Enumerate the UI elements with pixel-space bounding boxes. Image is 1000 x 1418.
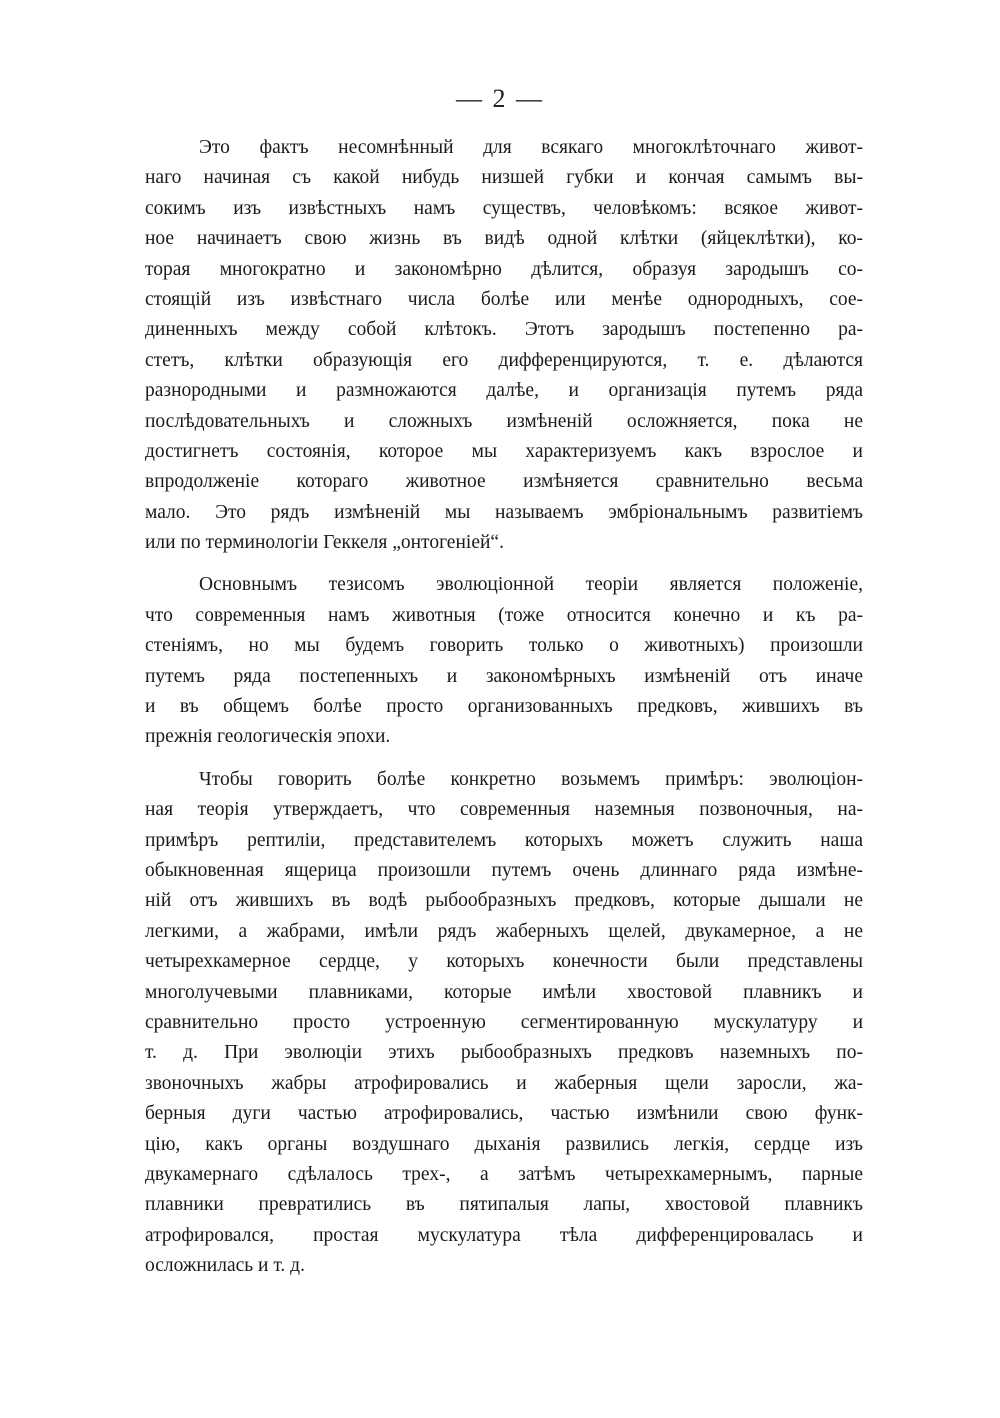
text-line: берныя дуги частью атрофировались, частью измѣнили свою функ-: [145, 1103, 863, 1125]
text-line: торая многократно и закономѣрно дѣлится, образуя зародышъ со-: [145, 258, 863, 280]
text-line: прежнія геологическія эпохи.: [145, 726, 391, 748]
text-line: двукамернаго сдѣлалось трех-, а затѣмъ четырехкамернымъ, парные: [145, 1163, 863, 1185]
text-line: сокимъ изъ извѣстныхъ намъ существъ, человѣкомъ: всякое живот-: [145, 197, 863, 219]
text-line: обыкновенная ящерица произошли путемъ очень длиннаго ряда измѣне-: [145, 859, 863, 881]
text-line: плавники превратились въ пятипалыя лапы, хвостовой плавникъ: [145, 1194, 863, 1216]
text-line: мало. Это рядъ измѣненій мы называемъ эмбріональнымъ развитіемъ: [145, 501, 863, 523]
text-line: Это фактъ несомнѣнный для всякаго многоклѣточнаго живот-: [199, 137, 863, 158]
text-line: атрофировался, простая мускулатура тѣла дифференцировалась и: [145, 1224, 863, 1246]
text-line: впродолженіе котораго животное измѣняется сравнительно весьма: [145, 471, 863, 493]
body-text: [145, 133, 863, 1281]
text-line: звоночныхъ жабры атрофировались и жаберныя щели заросли, жа-: [145, 1072, 863, 1094]
text-line: цію, какъ органы воздушнаго дыханія развились легкія, сердце изъ: [145, 1133, 863, 1155]
text-line: Основнымъ тезисомъ эволюціонной теоріи является положеніе,: [199, 574, 863, 596]
text-line: Чтобы говорить болѣе конкретно возьмемъ примѣръ: эволюціон-: [199, 768, 863, 790]
text-line: путемъ ряда постепенныхъ и закономѣрныхъ измѣненій отъ иначе: [145, 665, 863, 687]
text-line: ная теорія утверждаетъ, что современныя наземныя позвоночныя, на-: [145, 799, 863, 821]
text-line: многолучевыми плавниками, которые имѣли хвостовой плавникъ и: [145, 981, 863, 1003]
text-line: или по терминологіи Геккеля „онтогеніей“.: [145, 532, 504, 554]
text-line: примѣръ рептиліи, представителемъ которыхъ можетъ служить наша: [145, 829, 863, 851]
text-line: наго начиная съ какой нибудь низшей губки и кончая самымъ вы-: [145, 167, 863, 189]
text-line: стоящій изъ извѣстнаго числа болѣе или менѣе однородныхъ, сое-: [145, 288, 863, 310]
text-line: осложнилась и т. д.: [145, 1255, 305, 1277]
text-line: т. д. При эволюціи этихъ рыбообразныхъ предковъ наземныхъ по-: [145, 1042, 863, 1064]
text-line: разнородными и размножаются далѣе, и организація путемъ ряда: [145, 380, 863, 402]
text-line: сравнительно просто устроенную сегментированную мускулатуру и: [145, 1011, 863, 1033]
text-line: стетъ, клѣтки образующія его дифференцируются, т. е. дѣлаются: [145, 349, 863, 371]
text-line: достигнетъ состоянія, которое мы характеризуемъ какъ взрослое и: [145, 440, 863, 462]
text-line: ное начинаетъ свою жизнь въ видѣ одной клѣтки (яйцеклѣтки), ко-: [145, 228, 863, 250]
text-line: и въ общемъ болѣе просто организованныхъ предковъ, жившихъ въ: [145, 696, 863, 718]
text-line: легкими, а жабрами, имѣли рядъ жаберныхъ щелей, двукамерное, а не: [145, 920, 863, 942]
text-line: что современныя намъ животныя (тоже относится конечно и къ ра-: [145, 604, 863, 626]
text-line: диненныхъ между собой клѣтокъ. Этотъ зародышъ постепенно ра-: [145, 319, 863, 341]
text-line: стеніямъ, но мы будемъ говорить только о животныхъ) произошли: [145, 635, 863, 657]
page-number: — 2 —: [456, 84, 544, 113]
text-line: послѣдовательныхъ и сложныхъ измѣненій осложняется, пока не: [145, 410, 863, 432]
paragraph: [145, 570, 863, 752]
paragraph: [145, 765, 863, 1282]
text-line: четырехкамерное сердце, у которыхъ конечности были представлены: [145, 951, 863, 973]
text-line: ній отъ жившихъ въ водѣ рыбообразныхъ предковъ, которые дышали не: [145, 890, 863, 912]
paragraph: [145, 133, 863, 558]
